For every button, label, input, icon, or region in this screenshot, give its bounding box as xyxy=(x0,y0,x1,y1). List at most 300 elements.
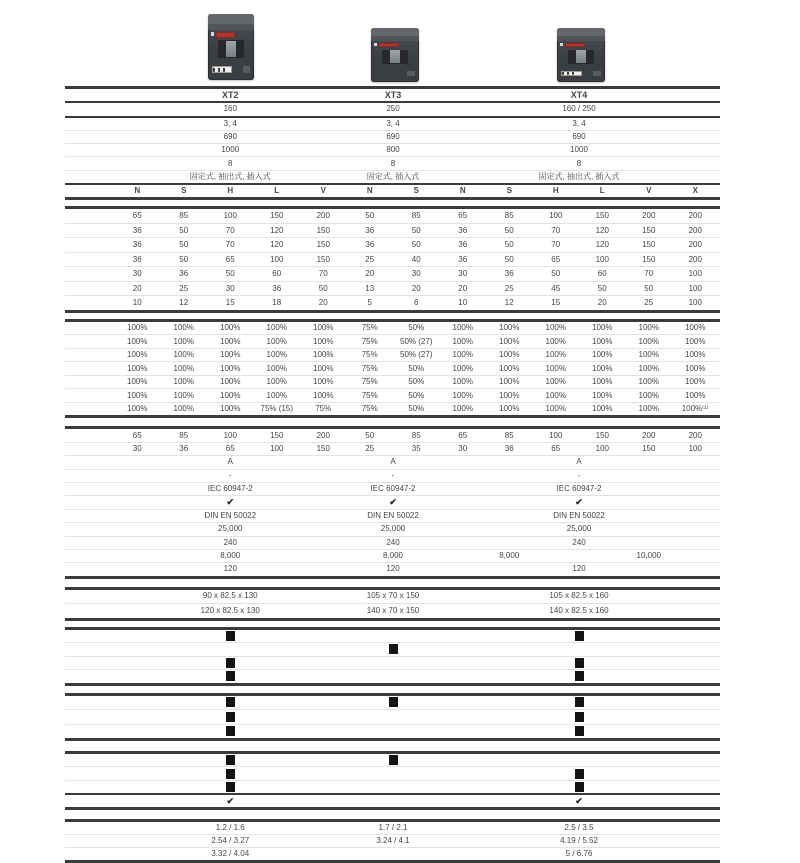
table-cell xyxy=(440,658,719,668)
table-cell: 100 xyxy=(270,443,284,453)
table-cell: 5 xyxy=(367,298,372,308)
table-cell: IEC 60947-2 xyxy=(207,484,253,494)
table-cell: 25 xyxy=(504,283,514,293)
table-cell: 30 xyxy=(458,443,468,453)
breaker-indicator-dot xyxy=(211,32,214,36)
table-cell: 100% xyxy=(313,350,334,360)
breaker-side-label xyxy=(407,71,415,76)
table-row xyxy=(65,754,720,766)
table-cell: 100% xyxy=(592,350,613,360)
table-cell: 100% xyxy=(127,363,148,373)
table-cell: IEC 60947-2 xyxy=(556,484,602,494)
table-cell: 200 xyxy=(688,254,702,264)
table-cell: 10,000 xyxy=(636,551,661,561)
feature-square-icon xyxy=(575,671,584,681)
table-cell: 75% xyxy=(361,390,378,400)
table-cell: 1.2 / 1.6 xyxy=(215,823,245,833)
table-cell xyxy=(114,658,347,668)
table-cell: 100% xyxy=(685,323,706,333)
table-cell: 800 xyxy=(386,145,400,155)
table-cell: 100% xyxy=(545,404,566,414)
table-cell: 20 xyxy=(411,283,421,293)
breaker-toggle xyxy=(390,50,400,63)
table-row xyxy=(65,295,720,310)
table-cell: S xyxy=(506,186,512,196)
table-cell xyxy=(347,697,440,707)
table-cell: 36 xyxy=(179,269,189,279)
table-cell: 8,000 xyxy=(382,551,404,561)
table-cell: 100 xyxy=(688,283,702,293)
table-cell: 5 / 6.76 xyxy=(565,849,593,859)
table-cell: 100% xyxy=(499,404,520,414)
table-cell: 100 xyxy=(595,443,609,453)
table-cell: 50 xyxy=(318,283,328,293)
table-cell: 30 xyxy=(132,443,142,453)
table-cell: 150 xyxy=(595,211,609,221)
table-cell xyxy=(114,671,347,681)
table-row xyxy=(65,442,720,455)
table-row xyxy=(65,656,720,670)
table-cell: 50% (27) xyxy=(400,350,433,360)
table-row xyxy=(65,252,720,267)
table-cell: 240 xyxy=(386,537,400,547)
check-icon: ✔ xyxy=(575,497,583,508)
table-cell: 100% xyxy=(499,363,520,373)
table-cell: 100% xyxy=(452,363,473,373)
table-row xyxy=(65,402,720,416)
table-cell: 100% xyxy=(685,390,706,400)
table-cell: 100% xyxy=(638,363,659,373)
feature-square-icon xyxy=(575,697,584,707)
table-cell: 100%⁽¹⁾ xyxy=(681,404,709,414)
table-cell: 200 xyxy=(688,430,702,440)
table-cell: 100% xyxy=(592,377,613,387)
table-cell: 1000 xyxy=(570,145,588,155)
table-cell: 25 xyxy=(644,298,654,308)
table-cell: 85 xyxy=(411,430,421,440)
table-cell: 100% xyxy=(545,336,566,346)
table-cell: 4.19 / 5.52 xyxy=(560,836,598,846)
table-cell: - xyxy=(228,470,232,480)
table-row xyxy=(65,116,720,130)
table-cell: 25,000 xyxy=(218,524,243,534)
table-cell: A xyxy=(227,457,233,467)
table-cell xyxy=(114,726,347,736)
table-cell: 100% xyxy=(127,336,148,346)
feature-square-icon xyxy=(226,697,235,707)
table-cell: 200 xyxy=(642,430,656,440)
breaker-side-label xyxy=(243,66,250,73)
table-cell: 36 xyxy=(504,443,514,453)
table-cell: 100% xyxy=(685,363,706,373)
table-row xyxy=(65,549,720,562)
table-cell: 100% xyxy=(545,390,566,400)
table-cell: 50% xyxy=(408,390,425,400)
table-cell: 100% xyxy=(127,350,148,360)
table-cell: A xyxy=(390,457,396,467)
table-cell: 100% xyxy=(452,404,473,414)
table-cell: N xyxy=(134,186,141,196)
breaker-rating-label xyxy=(212,66,232,73)
table-cell xyxy=(440,712,719,722)
breaker-indicator-dot xyxy=(374,43,377,46)
feature-square-icon xyxy=(389,697,398,707)
table-cell: 85 xyxy=(504,430,514,440)
table-cell: DIN EN 50022 xyxy=(553,510,605,520)
table-cell: 105 x 70 x 150 xyxy=(366,591,420,601)
table-cell: 690 xyxy=(386,132,400,142)
table-row xyxy=(65,522,720,535)
feature-square-icon xyxy=(575,712,584,722)
table-row xyxy=(65,709,720,724)
table-cell: 50 xyxy=(644,283,654,293)
table-cell xyxy=(114,769,347,779)
table-row xyxy=(65,183,720,197)
table-cell: 12 xyxy=(504,298,514,308)
breaker-band xyxy=(557,36,605,41)
table-cell: 50 xyxy=(179,240,189,250)
table-cell: 200 xyxy=(688,211,702,221)
table-cell: 85 xyxy=(504,211,514,221)
table-cell: 100% xyxy=(220,390,241,400)
spec-table xyxy=(65,86,720,863)
table-cell: 100% xyxy=(452,323,473,333)
table-cell: 150 xyxy=(270,211,284,221)
table-row xyxy=(65,455,720,468)
table-cell: 18 xyxy=(272,298,282,308)
table-cell: 100% xyxy=(499,336,520,346)
breaker-band xyxy=(371,36,419,41)
table-cell xyxy=(440,726,719,736)
table-cell: 200 xyxy=(688,225,702,235)
table-cell: 100 xyxy=(223,430,237,440)
table-cell: 8,000 xyxy=(220,551,241,561)
table-cell: 200 xyxy=(688,240,702,250)
table-cell: 160 / 250 xyxy=(562,104,596,114)
table-cell xyxy=(114,782,347,792)
table-cell: S xyxy=(413,186,419,196)
table-cell: 60 xyxy=(272,269,282,279)
table-cell: 10 xyxy=(132,298,142,308)
table-cell: 65 xyxy=(132,211,142,221)
table-cell: 120 xyxy=(595,240,609,250)
product-image-xt4 xyxy=(557,28,605,82)
table-cell: X xyxy=(692,186,698,196)
table-row xyxy=(65,724,720,739)
table-cell: S xyxy=(181,186,187,196)
feature-square-icon xyxy=(226,769,235,779)
table-cell: 15 xyxy=(225,298,235,308)
feature-square-icon xyxy=(226,712,235,722)
table-cell: 65 xyxy=(225,254,235,264)
feature-square-icon xyxy=(226,726,235,736)
table-cell: 160 xyxy=(223,104,237,114)
table-cell: 36 xyxy=(132,254,142,264)
table-cell xyxy=(440,782,719,792)
table-cell: 70 xyxy=(318,269,328,279)
table-row xyxy=(65,429,720,441)
breaker-toggle-window xyxy=(568,50,595,65)
table-cell: 85 xyxy=(179,430,189,440)
table-row xyxy=(65,536,720,549)
table-cell: 100% xyxy=(452,336,473,346)
table-cell: 100% xyxy=(685,377,706,387)
table-cell: 100% xyxy=(220,377,241,387)
table-cell: 100% xyxy=(638,404,659,414)
table-cell: 100% xyxy=(638,336,659,346)
table-row xyxy=(65,793,720,807)
table-cell: 75% xyxy=(361,377,378,387)
table-cell: 12 xyxy=(179,298,189,308)
table-cell: 200 xyxy=(316,430,330,440)
table-row xyxy=(65,348,720,362)
feature-square-icon xyxy=(575,631,584,641)
breaker-brand-badge xyxy=(216,32,235,38)
table-row xyxy=(65,375,720,389)
feature-square-icon xyxy=(575,782,584,792)
table-cell: 240 xyxy=(223,537,237,547)
table-cell: 75% xyxy=(315,404,332,414)
feature-square-icon xyxy=(226,782,235,792)
table-cell xyxy=(114,697,347,707)
table-cell: 120 xyxy=(223,564,237,574)
table-cell: IEC 60947-2 xyxy=(370,484,416,494)
table-cell: 150 xyxy=(316,240,330,250)
table-cell: 100% xyxy=(313,377,334,387)
table-cell: - xyxy=(577,470,581,480)
table-cell: 100% xyxy=(685,336,706,346)
table-cell: 120 xyxy=(595,225,609,235)
table-cell: 70 xyxy=(225,225,235,235)
table-cell: 100% xyxy=(313,336,334,346)
table-row xyxy=(65,266,720,281)
table-cell: 150 xyxy=(642,443,656,453)
table-cell: 6 xyxy=(414,298,419,308)
table-cell: 240 xyxy=(572,537,586,547)
table-cell: 70 xyxy=(644,269,654,279)
table-cell: 3.32 / 4.04 xyxy=(211,849,250,859)
table-cell: 75% xyxy=(361,363,378,373)
table-cell: 150 xyxy=(270,430,284,440)
table-cell: 100 xyxy=(688,298,702,308)
feature-square-icon xyxy=(575,658,584,668)
table-cell: 8 xyxy=(390,158,396,168)
table-row xyxy=(65,89,720,101)
table-cell: DIN EN 50022 xyxy=(367,510,419,520)
table-cell: 35 xyxy=(411,443,421,453)
table-cell: 100% xyxy=(592,390,613,400)
table-cell: 100% xyxy=(266,350,287,360)
table-row xyxy=(65,590,720,604)
table-cell: 250 xyxy=(386,104,400,114)
breaker-side-label xyxy=(593,71,601,76)
table-cell: 50 xyxy=(597,283,607,293)
table-cell: 100% xyxy=(173,323,194,333)
table-cell: 30 xyxy=(132,269,142,279)
table-cell: 36 xyxy=(132,240,142,250)
table-cell: 100% xyxy=(173,350,194,360)
breaker-indicator-dot xyxy=(560,43,563,46)
table-cell: 65 xyxy=(225,443,235,453)
table-row xyxy=(65,130,720,143)
table-cell: 65 xyxy=(458,430,468,440)
table-cell: 75% (15) xyxy=(260,404,293,414)
table-cell: 100% xyxy=(592,323,613,333)
table-cell xyxy=(114,712,347,722)
table-cell: 50% xyxy=(408,377,425,387)
breaker-toggle xyxy=(576,50,586,63)
table-cell: 100% xyxy=(127,323,148,333)
table-row xyxy=(65,237,720,252)
check-icon: ✔ xyxy=(226,497,235,508)
table-cell: 100% xyxy=(220,404,241,414)
feature-square-icon xyxy=(575,769,584,779)
table-cell: 50 xyxy=(411,225,421,235)
table-cell: 120 xyxy=(270,240,284,250)
table-cell: 70 xyxy=(225,240,235,250)
table-cell: 100% xyxy=(592,363,613,373)
table-cell: 1000 xyxy=(221,145,240,155)
table-cell: 100% xyxy=(173,404,194,414)
table-cell: 100% xyxy=(313,363,334,373)
table-cell: A xyxy=(576,457,582,467)
table-cell: 3, 4 xyxy=(386,118,400,128)
table-cell: 25 xyxy=(179,283,189,293)
table-cell: 36 xyxy=(272,283,282,293)
table-row xyxy=(65,156,720,169)
table-cell: 70 xyxy=(551,225,561,235)
table-cell: 30 xyxy=(411,269,421,279)
table-cell: 100% xyxy=(499,323,520,333)
feature-square-icon xyxy=(226,671,235,681)
table-cell: V xyxy=(646,186,652,196)
table-cell: 固定式, 插入式 xyxy=(366,171,420,181)
table-cell: 75% xyxy=(361,336,378,346)
table-row xyxy=(65,334,720,348)
table-cell xyxy=(114,631,347,641)
table-cell: 50 xyxy=(411,240,421,250)
table-cell: 90 x 82.5 x 130 xyxy=(202,591,258,601)
table-cell: 100% xyxy=(127,404,148,414)
table-row xyxy=(65,322,720,335)
table-cell: L xyxy=(599,186,605,196)
table-cell: V xyxy=(320,186,326,196)
table-row xyxy=(65,361,720,375)
table-cell: 100% xyxy=(452,350,473,360)
table-cell: 75% xyxy=(361,323,378,333)
table-cell: 140 x 70 x 150 xyxy=(366,605,420,615)
breaker-band xyxy=(208,24,254,31)
table-cell: 100% xyxy=(499,350,520,360)
table-cell xyxy=(347,755,440,765)
table-cell: 100 xyxy=(549,430,563,440)
table-cell: 100% xyxy=(266,323,287,333)
table-cell: 100% xyxy=(638,390,659,400)
table-cell: 36 xyxy=(365,225,375,235)
table-cell: 140 x 82.5 x 160 xyxy=(549,605,609,615)
table-cell: 25 xyxy=(365,443,375,453)
table-cell: N xyxy=(366,186,373,196)
table-cell: 100 xyxy=(549,211,563,221)
table-cell xyxy=(440,631,719,641)
breaker-brand-badge xyxy=(379,43,399,48)
table-row xyxy=(65,834,720,847)
table-cell: 30 xyxy=(458,269,468,279)
table-cell: 3, 4 xyxy=(223,118,237,128)
table-cell: 45 xyxy=(551,283,561,293)
table-row xyxy=(65,603,720,618)
product-image-xt3 xyxy=(371,28,419,82)
table-cell: 100% xyxy=(452,377,473,387)
table-cell xyxy=(440,697,719,707)
table-cell: 15 xyxy=(551,298,561,308)
table-cell: 85 xyxy=(411,211,421,221)
table-cell: 100% xyxy=(173,336,194,346)
check-icon: ✔ xyxy=(575,795,583,806)
table-cell: 50 xyxy=(504,225,514,235)
table-cell: 50 xyxy=(179,254,189,264)
table-cell: XT2 xyxy=(221,89,239,100)
table-row xyxy=(65,170,720,183)
table-row xyxy=(65,469,720,482)
table-cell: 65 xyxy=(551,443,561,453)
feature-square-icon xyxy=(226,658,235,668)
table-cell: 25 xyxy=(365,254,375,264)
table-cell: 50 xyxy=(504,240,514,250)
table-section xyxy=(65,693,720,742)
table-cell: 100% xyxy=(499,377,520,387)
table-cell: 10 xyxy=(458,298,468,308)
table-cell: 150 xyxy=(316,254,330,264)
table-cell: H xyxy=(227,186,234,196)
table-row xyxy=(65,630,720,643)
table-section xyxy=(65,426,720,578)
table-row xyxy=(65,669,720,683)
table-cell: 65 xyxy=(551,254,561,264)
table-cell: 65 xyxy=(132,430,142,440)
table-cell: 8 xyxy=(576,158,582,168)
feature-square-icon xyxy=(226,755,235,765)
table-cell: 100% xyxy=(173,363,194,373)
table-cell: 100% xyxy=(545,377,566,387)
table-row xyxy=(65,847,720,860)
feature-square-icon xyxy=(389,755,398,765)
table-row xyxy=(65,143,720,156)
table-cell: 50 xyxy=(179,225,189,235)
table-cell: XT3 xyxy=(384,89,402,100)
table-cell: 100% xyxy=(638,350,659,360)
table-cell: 200 xyxy=(642,211,656,221)
breaker-toggle-window xyxy=(382,50,409,65)
feature-square-icon xyxy=(389,644,398,654)
table-cell: 1.7 / 2.1 xyxy=(378,823,408,833)
table-row xyxy=(65,766,720,779)
table-cell: 120 xyxy=(386,564,400,574)
table-section xyxy=(65,751,720,810)
table-cell: 3.24 / 4.1 xyxy=(376,836,410,846)
table-row xyxy=(65,209,720,223)
table-cell: 105 x 82.5 x 160 xyxy=(549,591,609,601)
table-cell xyxy=(440,769,719,779)
table-cell: 30 xyxy=(225,283,235,293)
table-cell: DIN EN 50022 xyxy=(204,510,257,520)
table-cell: 100% xyxy=(220,363,241,373)
table-cell: 25,000 xyxy=(566,524,592,534)
check-icon: ✔ xyxy=(226,795,235,806)
table-cell: 85 xyxy=(179,211,189,221)
table-cell: 100% xyxy=(266,336,287,346)
table-cell: 50% xyxy=(408,323,425,333)
